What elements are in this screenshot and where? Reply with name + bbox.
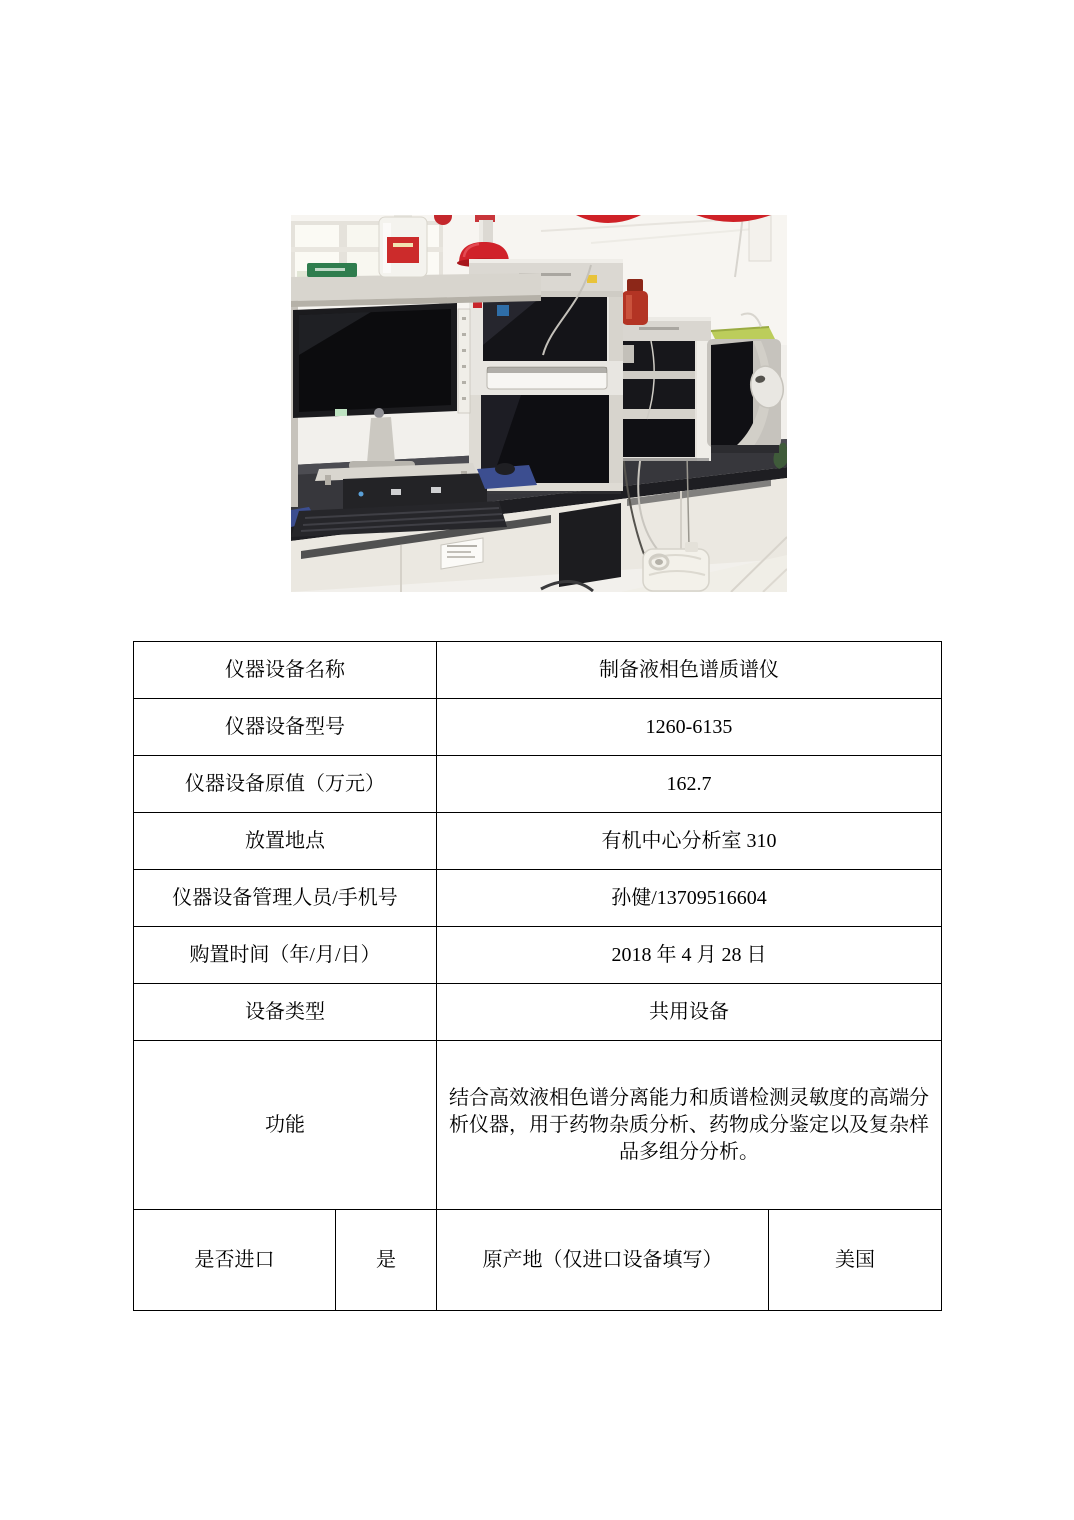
instrument-rail <box>458 309 470 413</box>
detector-stack <box>618 317 711 461</box>
import-label: 是否进口 <box>134 1210 336 1311</box>
spec-label: 购置时间（年/月/日） <box>134 927 437 984</box>
table-row-function <box>134 1041 942 1210</box>
table-row <box>134 756 942 813</box>
spec-label: 功能 <box>134 1041 437 1210</box>
origin-value: 美国 <box>769 1210 942 1311</box>
equipment-photo <box>291 215 787 592</box>
spec-value: 162.7 <box>437 756 942 813</box>
table-row <box>134 927 942 984</box>
table-row-import <box>134 1210 942 1311</box>
spec-label: 仪器设备型号 <box>134 699 437 756</box>
import-value: 是 <box>336 1210 437 1311</box>
spec-value: 制备液相色谱质谱仪 <box>437 642 942 699</box>
table-row <box>134 813 942 870</box>
table-row <box>134 642 942 699</box>
spec-value: 1260-6135 <box>437 699 942 756</box>
spec-label: 仪器设备原值（万元） <box>134 756 437 813</box>
spec-label: 仪器设备管理人员/手机号 <box>134 870 437 927</box>
spec-value: 有机中心分析室 310 <box>437 813 942 870</box>
equipment-spec-table <box>133 641 942 1311</box>
spec-value: 孙健/13709516604 <box>437 870 942 927</box>
spec-value-function: 结合高效液相色谱分离能力和质谱检测灵敏度的高端分析仪器，用于药物杂质分析、药物成分鉴定以及复杂样品多组分分析。 <box>437 1041 942 1210</box>
table-row <box>134 984 942 1041</box>
spec-label: 设备类型 <box>134 984 437 1041</box>
spec-label: 仪器设备名称 <box>134 642 437 699</box>
table-row <box>134 699 942 756</box>
spec-value: 共用设备 <box>437 984 942 1041</box>
spec-value: 2018 年 4 月 28 日 <box>437 927 942 984</box>
spec-label: 放置地点 <box>134 813 437 870</box>
table-row <box>134 870 942 927</box>
origin-label: 原产地（仅进口设备填写） <box>437 1210 769 1311</box>
